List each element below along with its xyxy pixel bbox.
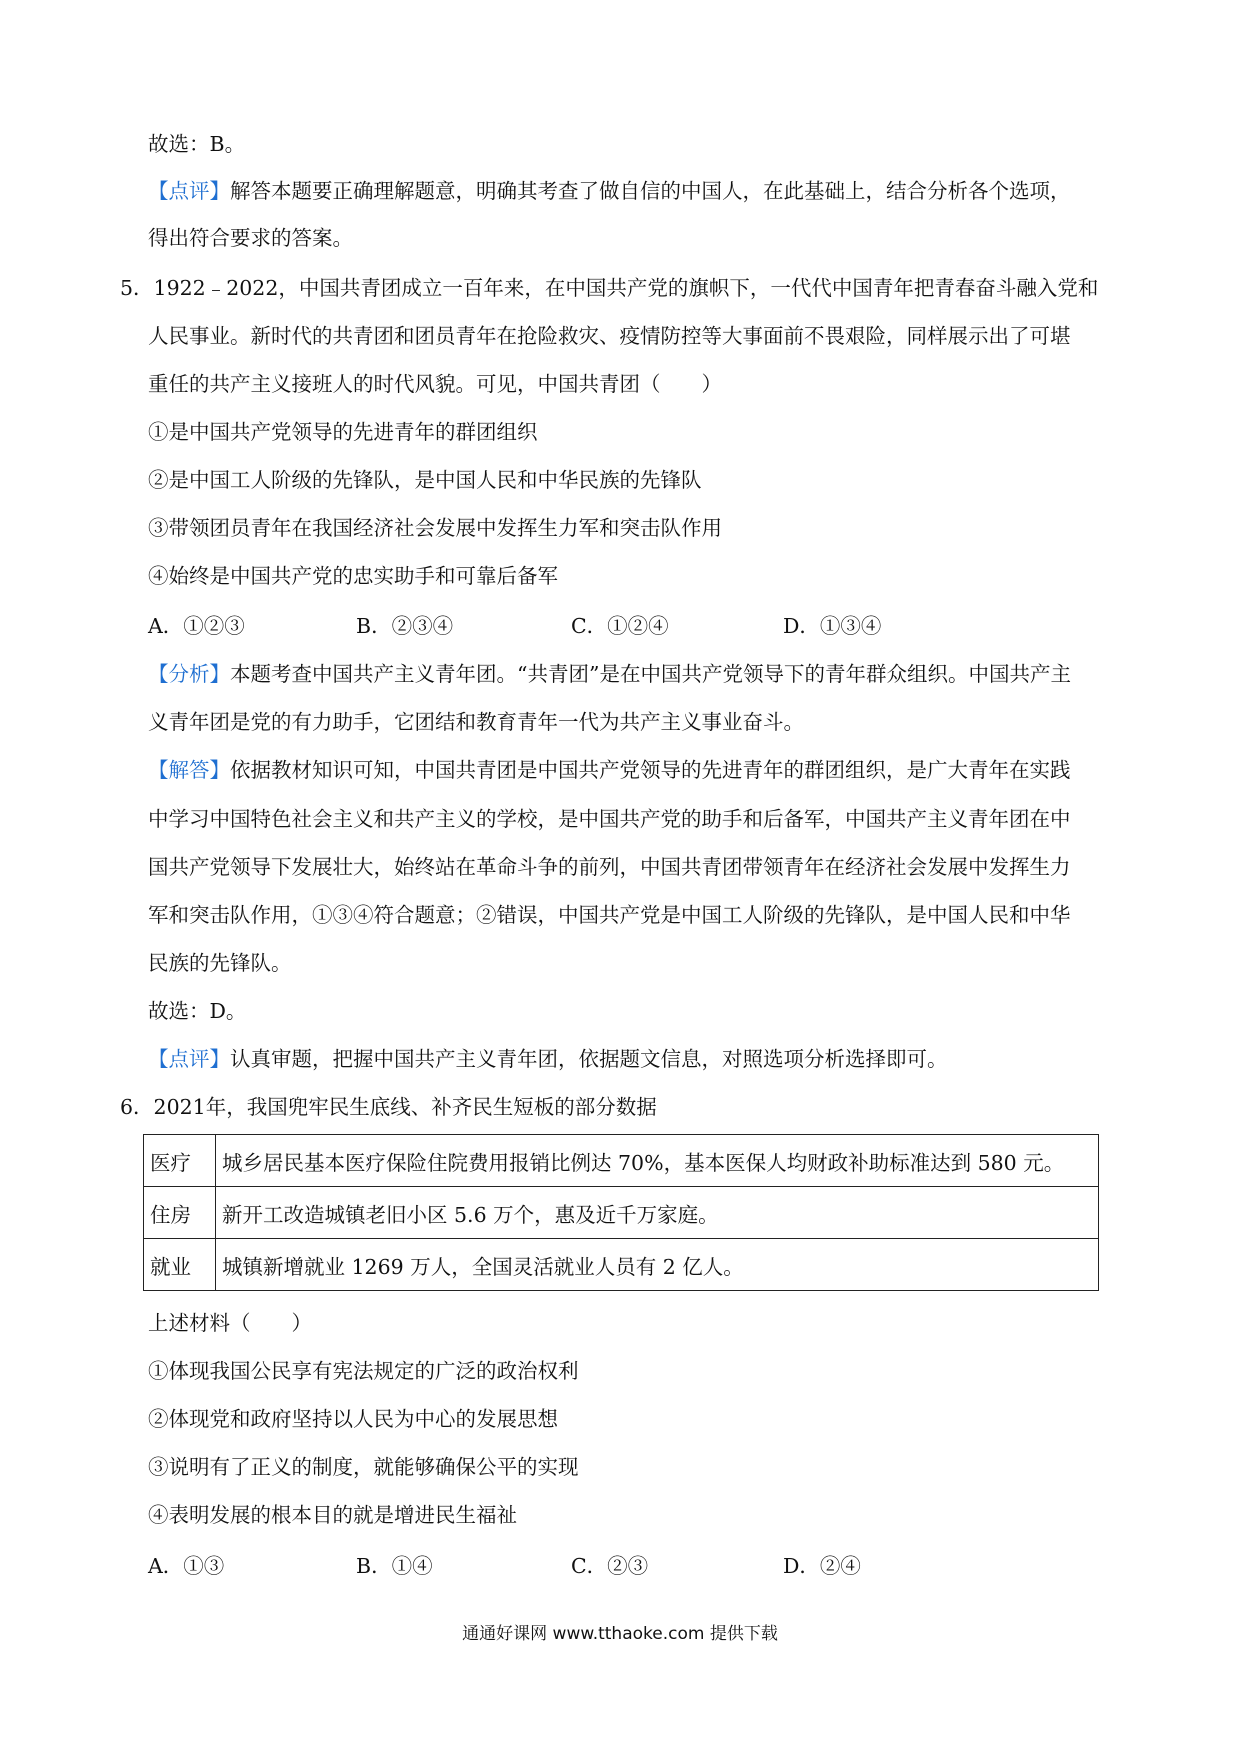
line-text: ①是中国共产党领导的先进青年的群团组织 [148, 420, 538, 444]
q5-option: A．①②③ [148, 614, 245, 638]
line-text: 本题考查中国共产主义青年团。“共青团”是在中国共产党领导下的青年群众组织。中国共产主 [230, 662, 1071, 686]
q6-option: C．②③ [571, 1554, 649, 1578]
text-line [148, 418, 538, 446]
line-text: ②是中国工人阶级的先锋队，是中国人民和中华民族的先锋队 [148, 468, 702, 492]
line-text: 民族的先锋队。 [148, 951, 292, 975]
text-line [148, 370, 722, 398]
line-text: 解答本题要正确理解题意，明确其考查了做自信的中国人，在此基础上，结合分析各个选项， [230, 179, 1071, 203]
line-text: ②体现党和政府坚持以人民为中心的发展思想 [148, 1407, 558, 1431]
text-line [148, 997, 246, 1025]
line-text: 人民事业。新时代的共青团和团员青年在抢险救灾、疫情防控等大事面前不畏艰险，同样展示出了可堪 [148, 324, 1071, 348]
line-text: 故选：B。 [148, 132, 246, 156]
line-text: 依据教材知识可知，中国共青团是中国共产党领导的先进青年的群团组织，是广大青年在实践 [230, 758, 1071, 782]
text-line [148, 1045, 948, 1073]
line-text: 军和突击队作用，①③④符合题意；②错误，中国共产党是中国工人阶级的先锋队，是中国人民和中华 [148, 903, 1071, 927]
table-value: 城镇新增就业 1269 万人，全国灵活就业人员有 2 亿人。 [216, 1239, 1099, 1291]
line-text: ③说明有了正义的制度，就能够确保公平的实现 [148, 1455, 579, 1479]
line-text: 6．2021年，我国兜牢民生底线、补齐民生短板的部分数据 [120, 1095, 657, 1119]
q5-option: C．①②④ [571, 614, 669, 638]
text-line [148, 1309, 312, 1337]
text-line [148, 949, 292, 977]
line-text: 认真审题，把握中国共产主义青年团，依据题文信息，对照选项分析选择即可。 [230, 1047, 948, 1071]
table-key: 就业 [144, 1239, 216, 1291]
text-line [148, 901, 1071, 929]
section-tag: 【解答】 [148, 758, 230, 782]
table-value: 城乡居民基本医疗保险住院费用报销比例达 70%，基本医保人均财政补助标准达到 580 元。 [216, 1135, 1099, 1187]
section-tag: 【点评】 [148, 179, 230, 203]
text-line [148, 805, 1071, 833]
text-line [148, 562, 558, 590]
text-line [148, 466, 702, 494]
line-text: 上述材料（ ） [148, 1311, 312, 1335]
line-text: ④始终是中国共产党的忠实助手和可靠后备军 [148, 564, 558, 588]
table-row [144, 1135, 1099, 1187]
text-line [148, 1357, 579, 1385]
text-line [148, 1405, 558, 1433]
q5-option: B．②③④ [356, 614, 454, 638]
text-line [148, 853, 1071, 881]
line-text: 义青年团是党的有力助手，它团结和教育青年一代为共产主义事业奋斗。 [148, 710, 804, 734]
text-line [148, 322, 1071, 350]
line-text: 重任的共产主义接班人的时代风貌。可见，中国共青团（ ） [148, 372, 722, 396]
line-text: 中学习中国特色社会主义和共产主义的学校，是中国共产党的助手和后备军，中国共产主义青年团在中 [148, 807, 1071, 831]
page-footer: 通通好课网 www.tthaoke.com 提供下载 [462, 1624, 778, 1644]
line-text: ③带领团员青年在我国经济社会发展中发挥生力军和突击队作用 [148, 516, 722, 540]
line-text: ①体现我国公民享有宪法规定的广泛的政治权利 [148, 1359, 579, 1383]
section-tag: 【点评】 [148, 1047, 230, 1071]
q6-option: B．①④ [356, 1554, 433, 1578]
line-text: 国共产党领导下发展壮大，始终站在革命斗争的前列，中国共青团带领青年在经济社会发展中发挥生力 [148, 855, 1071, 879]
text-line [148, 756, 1071, 784]
section-tag: 【分析】 [148, 662, 230, 686]
text-line [148, 660, 1071, 688]
text-line [148, 708, 804, 736]
data-table [143, 1134, 1099, 1291]
table-value: 新开工改造城镇老旧小区 5.6 万个，惠及近千万家庭。 [216, 1187, 1099, 1239]
table-row [144, 1239, 1099, 1291]
text-line [148, 1453, 579, 1481]
q6-option: A．①③ [148, 1554, 225, 1578]
line-text: 故选：D。 [148, 999, 247, 1023]
text-line [120, 1093, 657, 1121]
q5-option: D．①③④ [783, 614, 882, 638]
line-text: 5．1922﹣2022，中国共青团成立一百年来，在中国共产党的旗帜下，一代代中国青年把青春奋斗融入党和 [120, 276, 1099, 300]
text-line [120, 274, 1098, 302]
text-line [148, 130, 245, 158]
text-line [148, 1501, 517, 1529]
line-text: 得出符合要求的答案。 [148, 226, 353, 250]
line-text: ④表明发展的根本目的就是增进民生福祉 [148, 1503, 517, 1527]
q6-option: D．②④ [783, 1554, 861, 1578]
table-row [144, 1187, 1099, 1239]
table-key: 住房 [144, 1187, 216, 1239]
table-key: 医疗 [144, 1135, 216, 1187]
text-line [148, 224, 353, 252]
text-line [148, 177, 1071, 205]
text-line [148, 514, 722, 542]
